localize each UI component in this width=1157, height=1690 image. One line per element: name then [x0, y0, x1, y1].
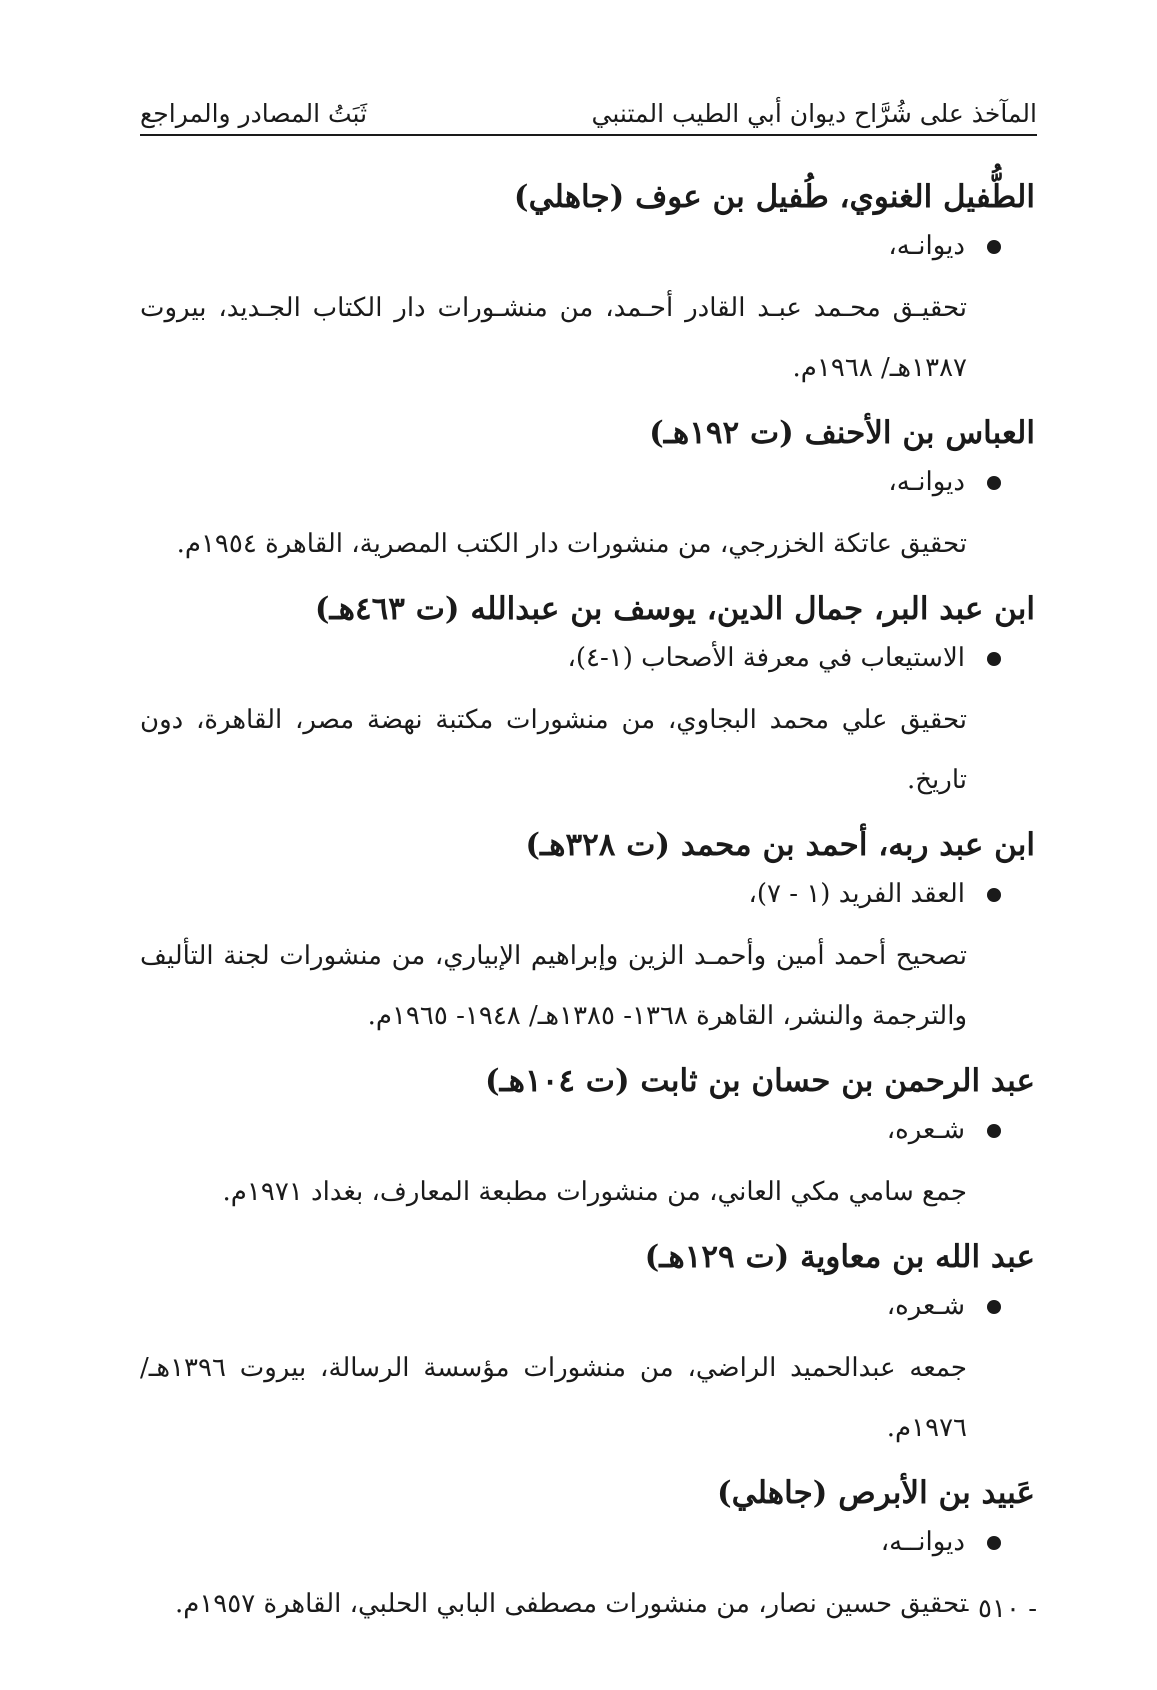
entry-work-title: ديوانـه،	[888, 231, 965, 261]
bibliography-list	[140, 150, 1035, 1638]
entry-description: تحقيق علي محمد البجاوي، من منشورات مكتبة نهضة مصر، القاهرة، دون تاريخ.	[140, 705, 967, 795]
bullet-icon	[987, 652, 1001, 666]
running-header	[140, 78, 1037, 136]
bullet-icon	[987, 888, 1001, 902]
bullet-icon	[987, 1300, 1001, 1314]
bullet-icon	[987, 240, 1001, 254]
entry-author: عَبيد بن الأبرص (جاهلي)	[717, 1475, 1035, 1511]
entry-work-title: الاستيعاب في معرفة الأصحاب (١-٤)،	[567, 643, 965, 673]
header-section-title: ثَبَتُ المصادر والمراجع	[140, 99, 368, 128]
entry-description: تحقيـق محـمد عبـد القادر أحـمد، من منشـورات دار الكتاب الجـديد، بيروت ١٣٨٧هـ/ ١٩٦٨م.	[140, 293, 967, 383]
bullet-icon	[987, 1536, 1001, 1550]
entry-work	[140, 638, 1035, 678]
entry-work	[140, 874, 1035, 914]
header-book-title: المآخذ على شُرَّاح ديوان أبي الطيب المتنبي	[591, 99, 1037, 128]
entry-author: ابن عبد البر، جمال الدين، يوسف بن عبدالله (ت ٤٦٣هـ)	[314, 591, 1035, 627]
entry-work	[140, 1522, 1035, 1562]
entry-work	[140, 1286, 1035, 1326]
entry-work-title: ديوانــه،	[880, 1527, 965, 1557]
entry-description: تحقيق حسين نصار، من منشورات مصطفى البابي الحلبي، القاهرة ١٩٥٧م.	[174, 1589, 967, 1619]
entry-description: جمعه عبدالحميد الراضي، من منشورات مؤسسة الرسالة، بيروت ١٣٩٦هـ/ ١٩٧٦م.	[140, 1353, 967, 1443]
entry-description: تحقيق عاتكة الخزرجي، من منشورات دار الكتب المصرية، القاهرة ١٩٥٤م.	[176, 529, 967, 559]
bullet-icon	[987, 476, 1001, 490]
entry-author: الطُّفيل الغنوي، طُفيل بن عوف (جاهلي)	[513, 179, 1035, 215]
entry-author: ابن عبد ربه، أحمد بن محمد (ت ٣٢٨هـ)	[525, 827, 1035, 863]
entry-description: تصحيح أحمد أمين وأحمـد الزين وإبراهيم الإبياري، من منشورات لجنة التأليف والترجمة والنشر، القاهرة ١٣٦٨- ١٣٨٥هـ/ ١٩٤٨- ١٩٦٥م.	[140, 941, 967, 1031]
page-number: - ٥١٠ -	[960, 1594, 1037, 1624]
entry-description: جمع سامي مكي العاني، من منشورات مطبعة المعارف، بغداد ١٩٧١م.	[222, 1177, 967, 1207]
entry-work-title: شـعره،	[886, 1291, 965, 1321]
entry-work-title: ديوانـه،	[888, 467, 965, 497]
entry-work	[140, 1110, 1035, 1150]
entry-work	[140, 226, 1035, 266]
bullet-icon	[987, 1124, 1001, 1138]
entry-author: العباس بن الأحنف (ت ١٩٢هـ)	[649, 415, 1035, 451]
entry-work	[140, 462, 1035, 502]
entry-work-title: شـعره،	[886, 1115, 965, 1145]
entry-author: عبد الرحمن بن حسان بن ثابت (ت ١٠٤هـ)	[484, 1063, 1035, 1099]
entry-work-title: العقد الفريد (١ - ٧)،	[748, 879, 965, 909]
entry-author: عبد الله بن معاوية (ت ١٢٩هـ)	[644, 1239, 1035, 1275]
